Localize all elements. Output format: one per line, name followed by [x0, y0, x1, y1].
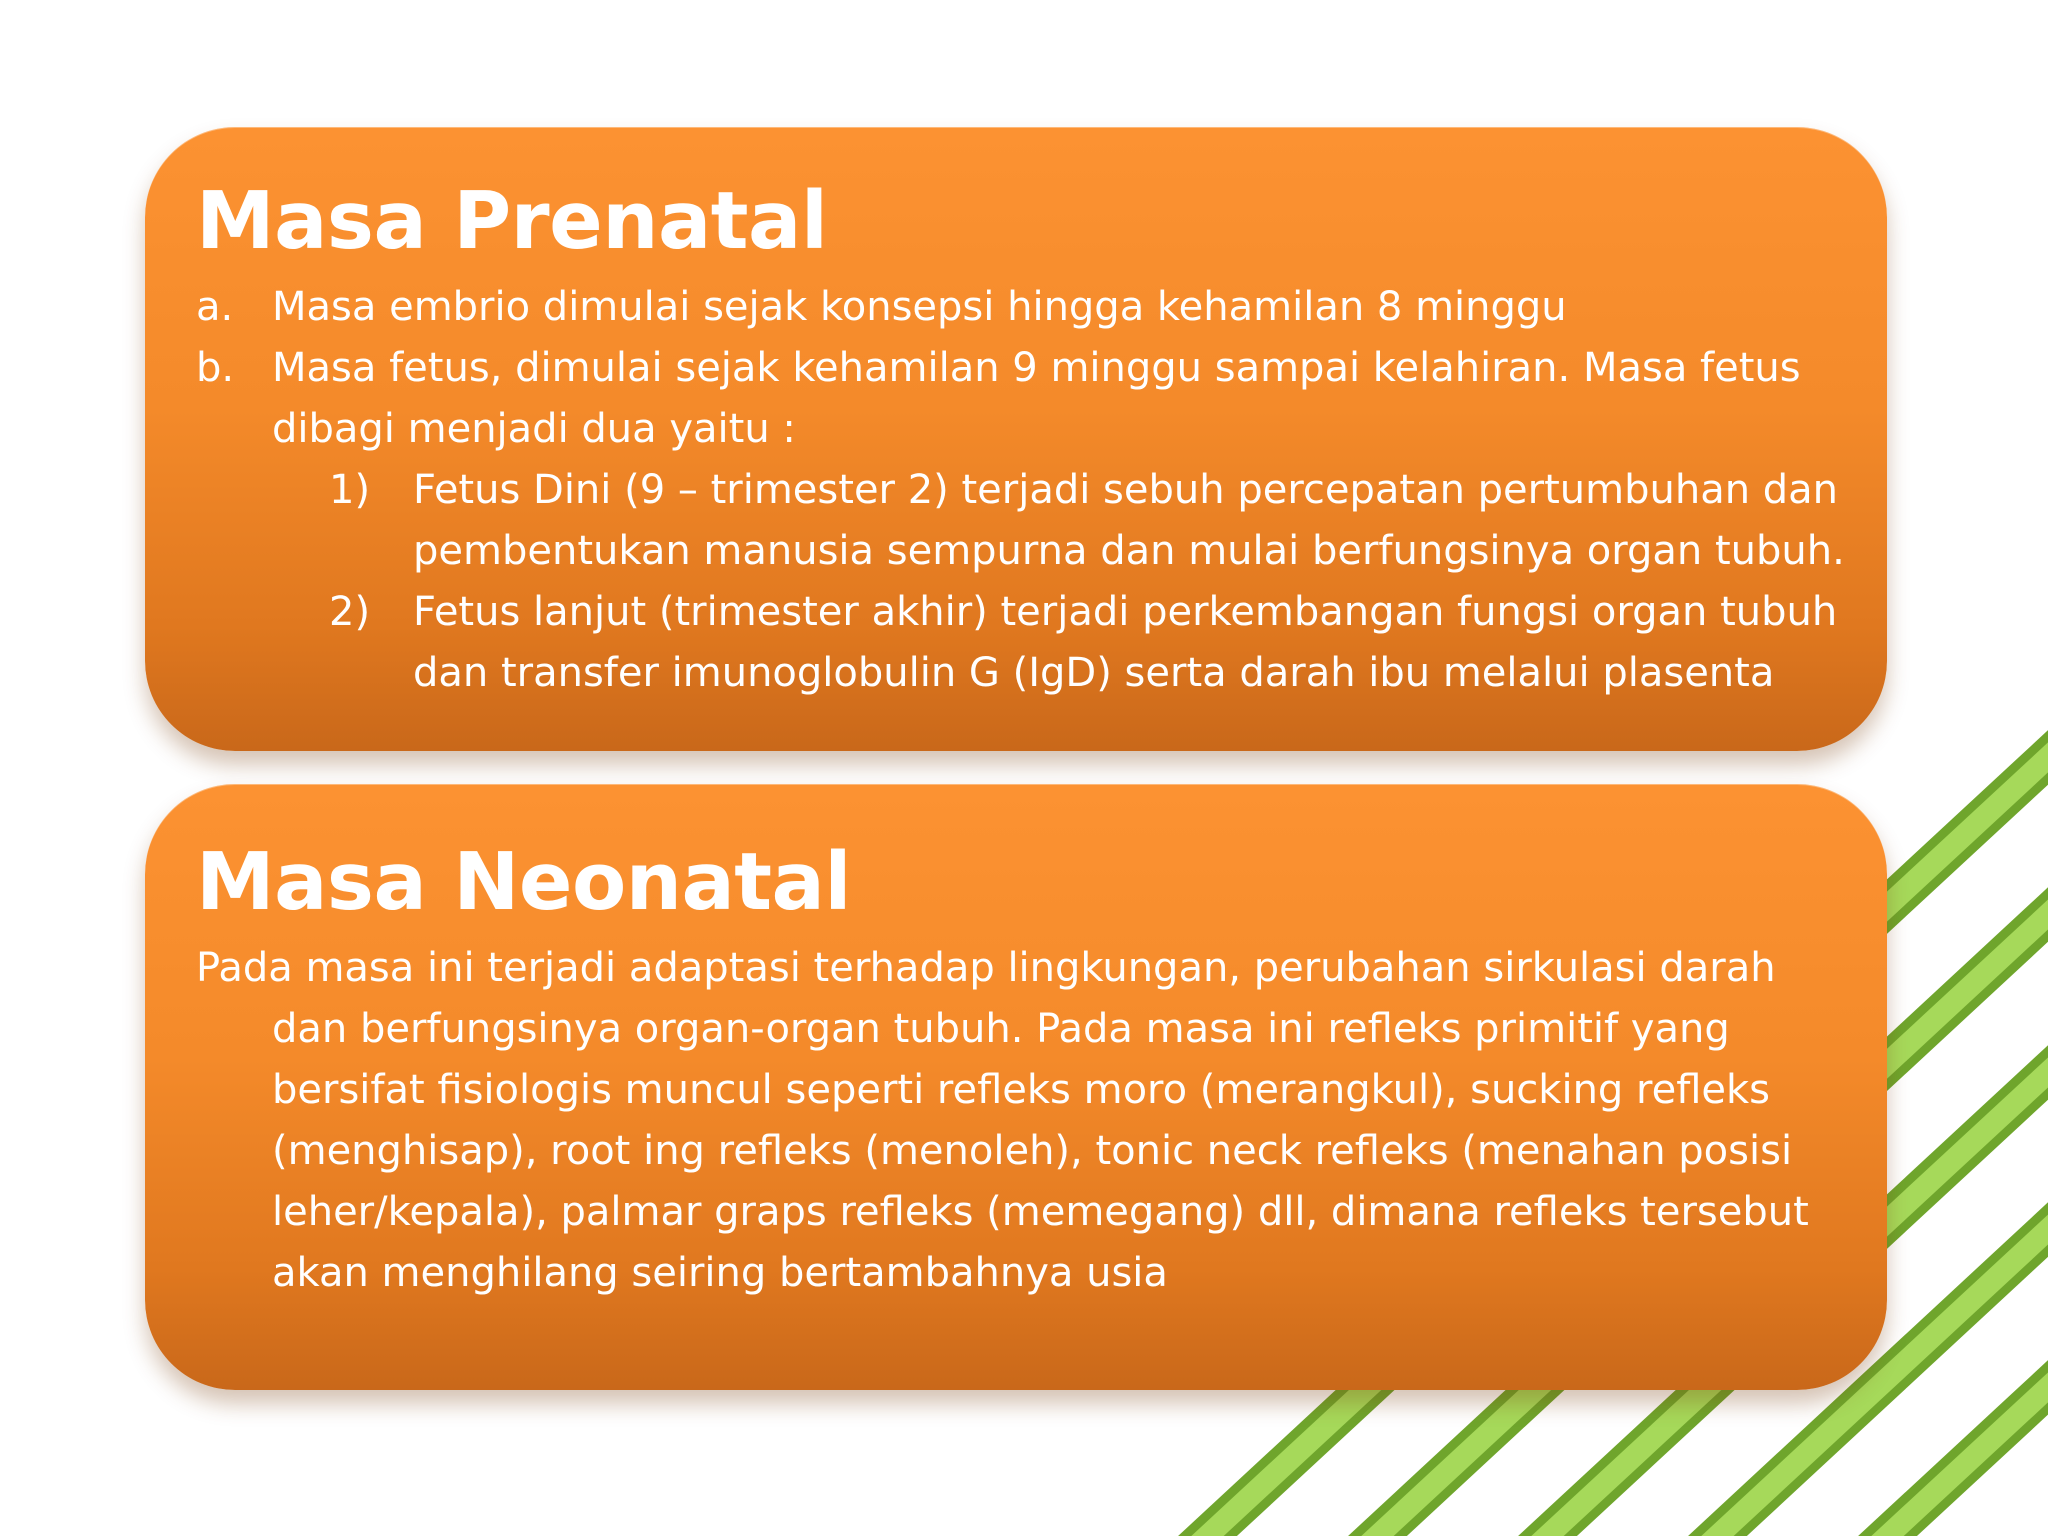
sub-list-item-text: Fetus Dini (9 – trimester 2) terjadi sebuh percepatan pertumbuhan dan pembentukan manusia sempurna dan mulai berfungsinya organ tubuh.: [413, 467, 1845, 574]
sub-list-marker: 2): [329, 589, 371, 635]
list-item-text: Masa embrio dimulai sejak konsepsi hingga kehamilan 8 minggu: [272, 284, 1567, 330]
list-marker: a.: [196, 284, 234, 330]
neonatal-body: Pada masa ini terjadi adaptasi terhadap lingkungan, perubahan sirkulasi darah dan berfungsinya organ-organ tubuh. Pada masa ini refleks primitif yang bersifat fisiologis muncul seperti refleks moro (merangkul), sucking refleks (menghisap), root ing refleks (menoleh), tonic neck refleks (menahan posisi leher/kepala), palmar graps refleks (memegang) dll, dimana refleks tersebut akan menghilang seiring bertambahnya usia: [196, 945, 1809, 1296]
list-item: [196, 277, 1847, 338]
neonatal-panel: [145, 784, 1887, 1390]
list-item: [196, 338, 1847, 460]
list-item-text: Masa fetus, dimulai sejak kehamilan 9 minggu sampai kelahiran. Masa fetus dibagi menjadi dua yaitu :: [272, 345, 1801, 452]
list-marker: b.: [196, 345, 235, 391]
sub-list-item: [196, 460, 1847, 582]
prenatal-list: [196, 277, 1847, 704]
sub-list-item: [196, 582, 1847, 704]
sub-list-item-text: Fetus lanjut (trimester akhir) terjadi perkembangan fungsi organ tubuh dan transfer imunoglobulin G (IgD) serta darah ibu melalui plasenta: [413, 589, 1838, 696]
prenatal-panel: [145, 127, 1887, 751]
sub-list-marker: 1): [329, 467, 371, 513]
neonatal-title: Masa Neonatal: [196, 836, 851, 928]
prenatal-title: Masa Prenatal: [196, 175, 828, 267]
